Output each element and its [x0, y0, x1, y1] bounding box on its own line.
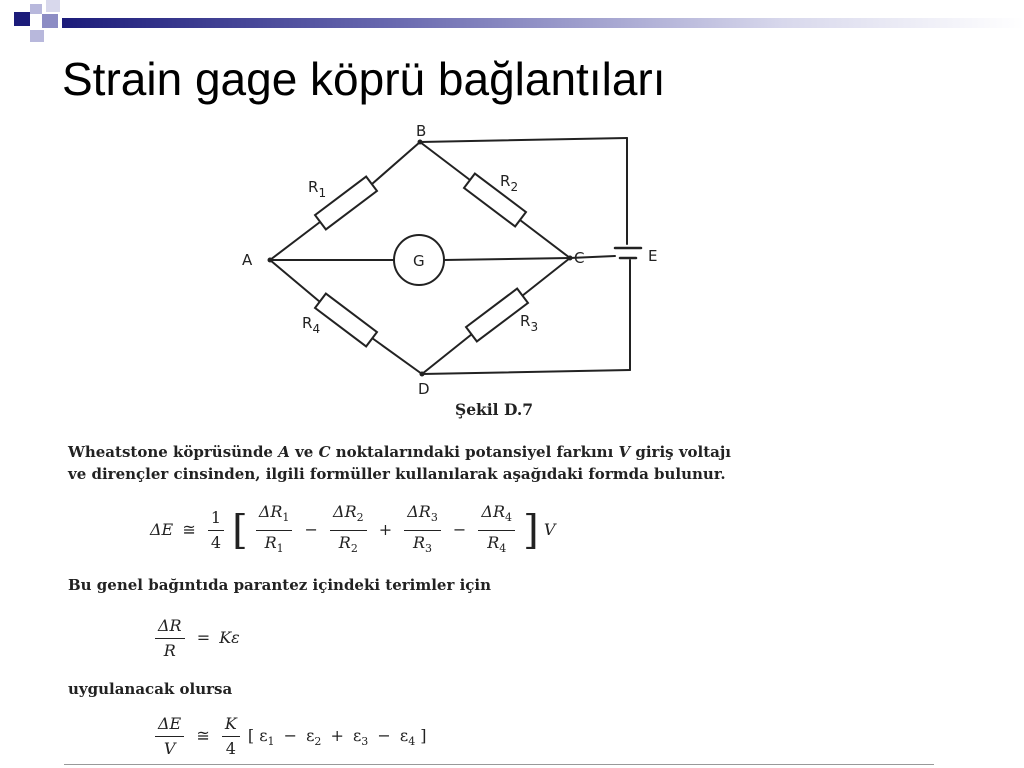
figure-caption: Şekil D.7: [455, 400, 534, 419]
equation-strain-output: $\frac{\Delta E}{V}$ ≅ $\frac{K}{4}$ [ $\varepsilon_1 - \varepsilon_2 + \varepsilon_3 - \varepsilon_4$ ]: [152, 712, 427, 761]
wire-b-r2: [420, 142, 470, 180]
deco-square: [14, 12, 30, 26]
wire-g-c: [444, 258, 570, 260]
resistor-label-r1: $R_1$: [308, 178, 327, 200]
deco-square: [42, 14, 58, 28]
node-label-c: C: [574, 249, 585, 267]
paragraph-intro-line2: ve dirençler cinsinden, ilgili formüller kullanılarak aşağıdaki formda bulunur.: [68, 465, 726, 483]
wire-r3-c: [522, 258, 570, 296]
deco-square: [30, 4, 42, 14]
node-dot: [420, 372, 425, 377]
wire-r2-c: [520, 220, 570, 258]
node-label-d: D: [418, 380, 430, 397]
slide-title: Strain gage köprü bağlantıları: [62, 53, 666, 105]
header-decoration: [0, 0, 1024, 50]
paragraph-terms: Bu genel bağıntıda parantez içindeki terimler için: [68, 576, 492, 594]
equation-bridge-output: ΔE ≅ $\frac{1}{4}$ [ $\frac{\Delta R_1}{R_1}$ − $\frac{\Delta R_2}{R_2}$ + $\frac{\Delta R_3}{R_3}$ − $\frac{\Delta R_4}{R_4}$ ] V: [150, 502, 556, 555]
resistor-label-r3: $R_3$: [520, 312, 539, 334]
node-label-a: A: [242, 251, 253, 269]
resistor-r3: [466, 289, 528, 342]
wire-d-bottom: [422, 370, 630, 374]
wheatstone-bridge-diagram: [232, 122, 692, 397]
equation-gauge-factor: $\frac{\Delta R}{R}$ = Kε: [152, 614, 240, 663]
wire-a-r1: [270, 222, 320, 260]
paragraph-intro: [68, 441, 731, 485]
deco-square: [30, 30, 44, 42]
galvanometer-label: G: [413, 252, 425, 270]
paragraph-apply: uygulanacak olursa: [68, 680, 233, 698]
resistor-r1: [315, 177, 377, 230]
wire-r1-b: [372, 142, 420, 184]
node-dot: [268, 258, 273, 263]
header-gradient-bar: [62, 18, 1024, 28]
node-label-b: B: [416, 122, 427, 140]
node-dot: [568, 256, 573, 261]
resistor-label-r2: $R_2$: [500, 172, 519, 194]
resistor-label-r4: $R_4$: [302, 314, 321, 336]
resistor-r4: [315, 294, 377, 347]
wire-a-r4: [270, 260, 320, 302]
paragraph-intro-line1: Wheatstone köprüsünde A ve C noktalarındaki potansiyel farkını V giriş voltajı: [68, 443, 732, 461]
wire-b-top: [420, 138, 627, 142]
wire-d-r3: [422, 334, 472, 374]
source-label: E: [648, 247, 658, 265]
node-dot: [418, 140, 423, 145]
wire-r4-d: [372, 338, 422, 374]
bottom-divider: [64, 764, 934, 765]
deco-square: [46, 0, 60, 12]
